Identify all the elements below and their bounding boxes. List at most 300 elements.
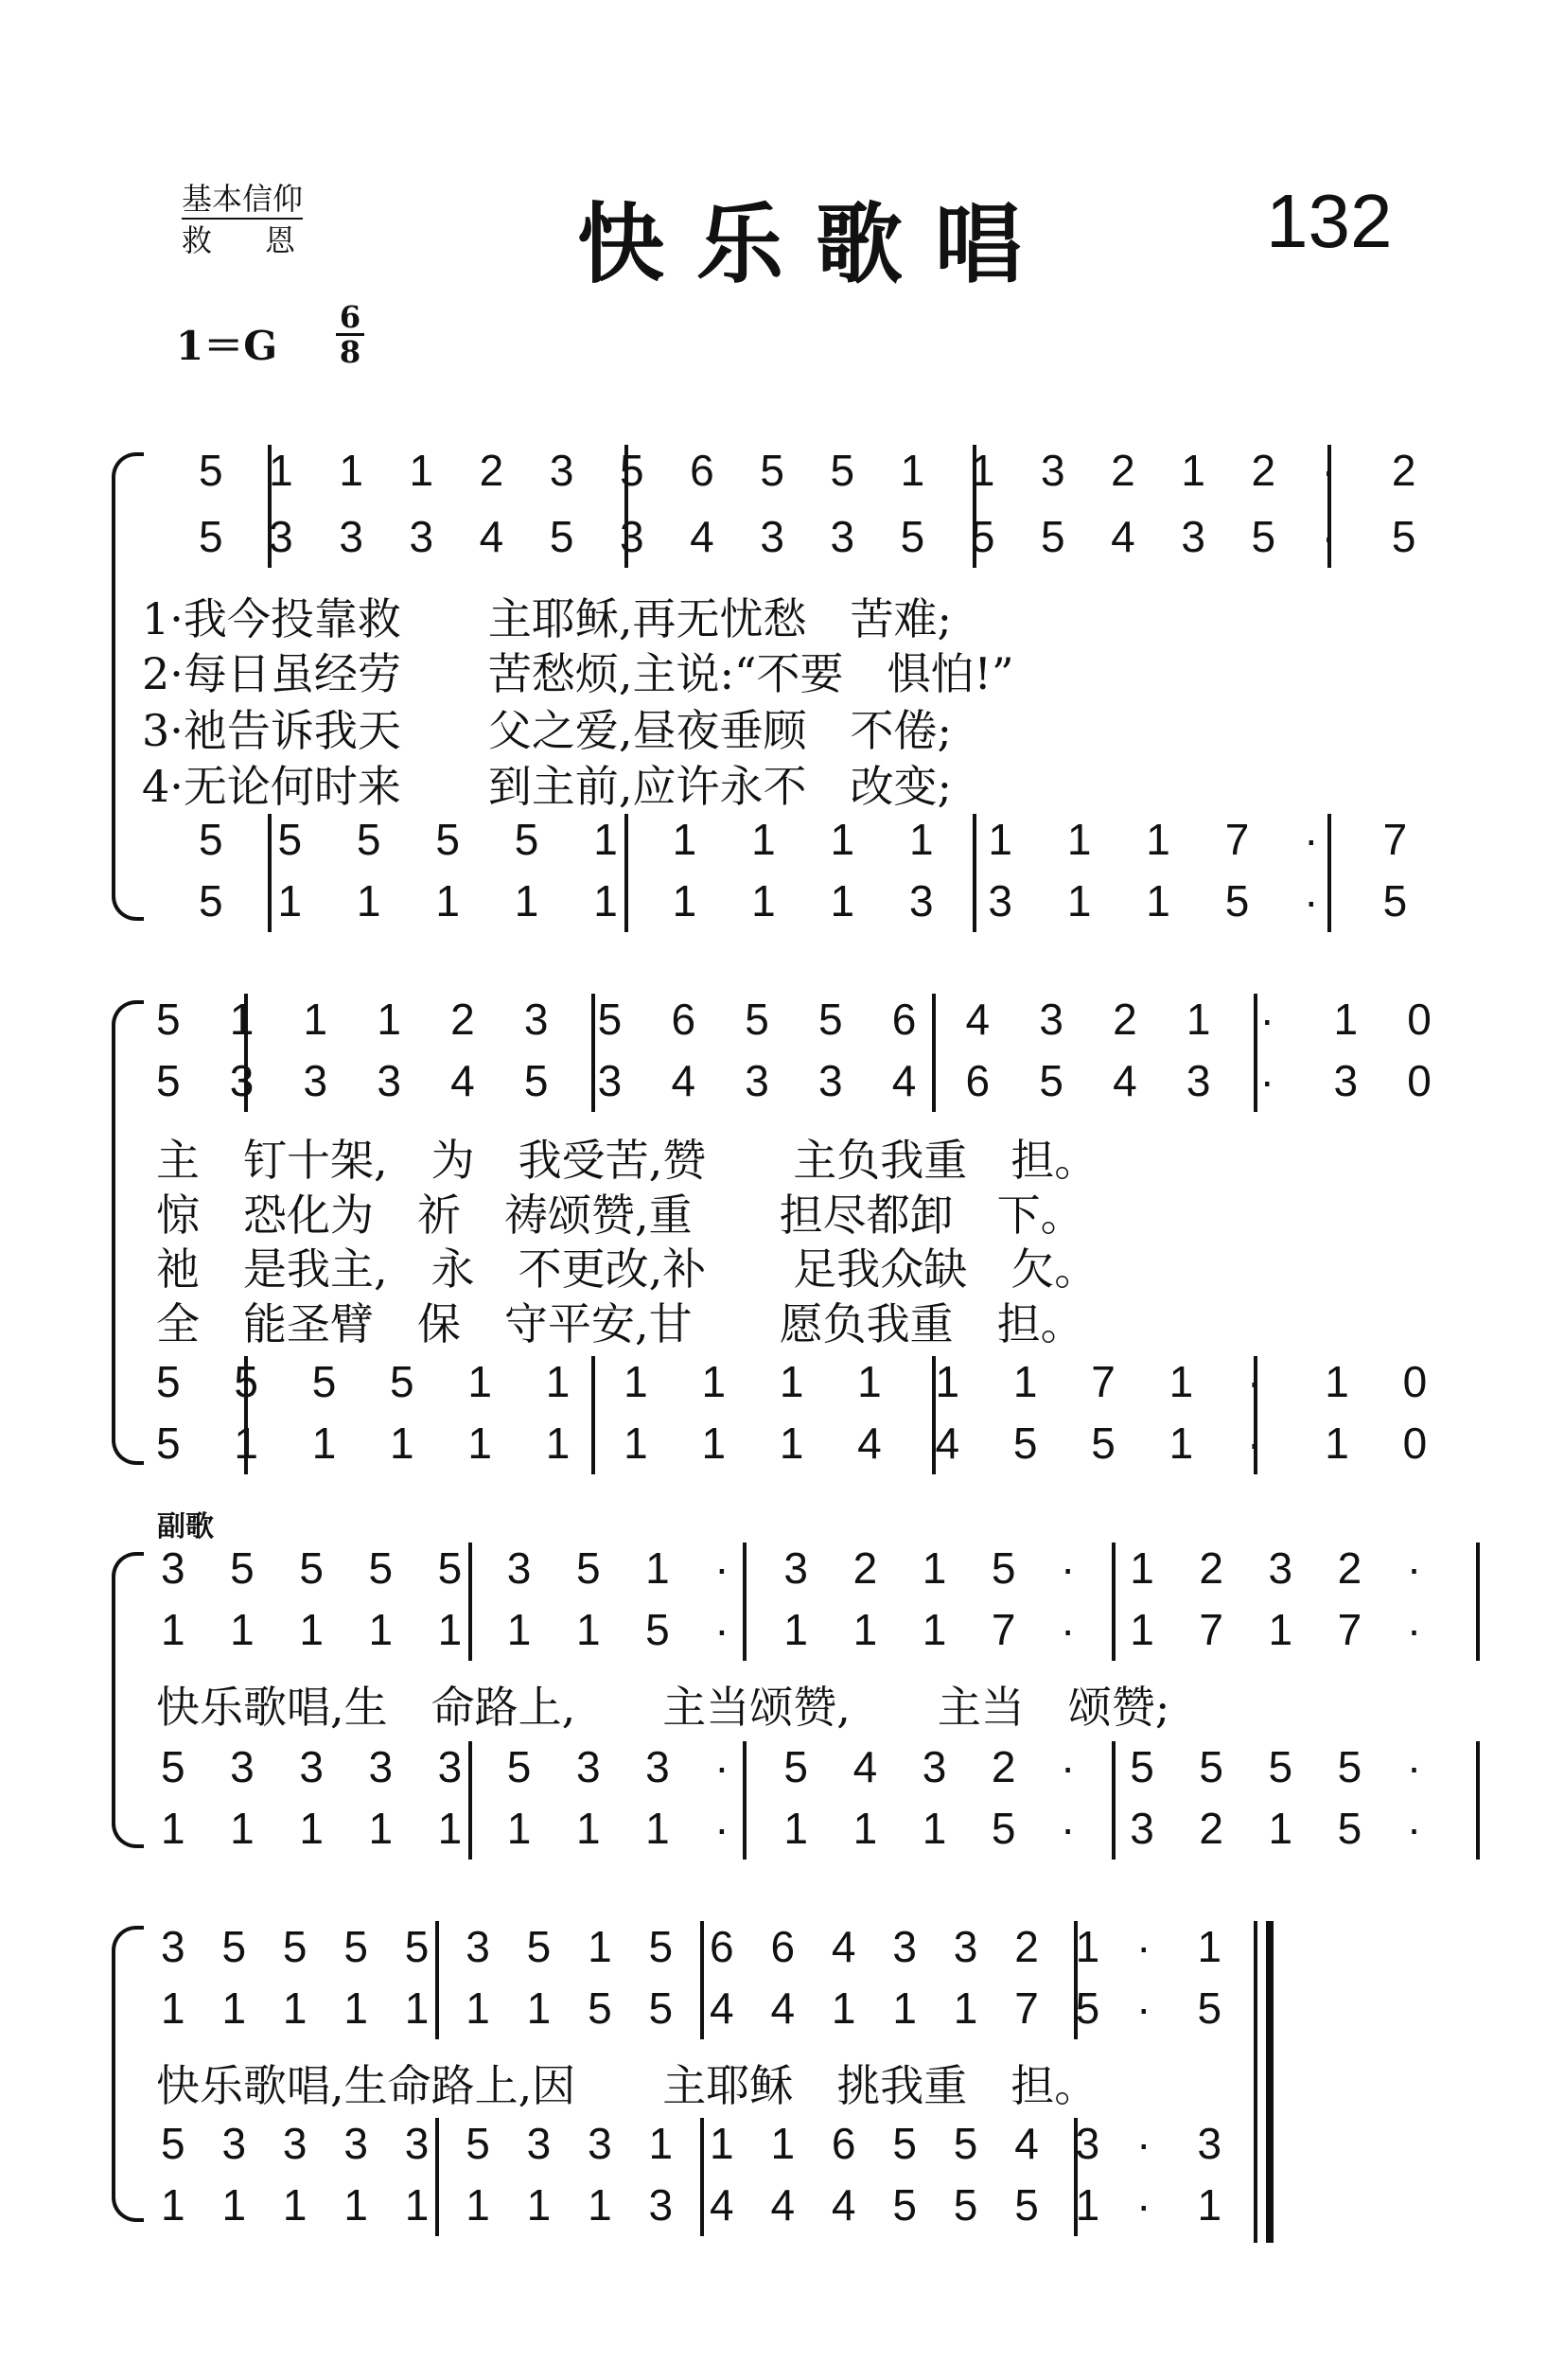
note-alto: 4 [710,1983,734,2033]
note-bass: 4 [857,1419,882,1468]
note-bass: 1 [672,876,697,926]
note-bass: 3 [988,876,1012,926]
note-alto: 3 [229,1056,255,1105]
note-tenor: 5 [161,1742,185,1791]
note-soprano: 5 [620,446,644,495]
note-alto: 4 [770,1983,796,2033]
note-tenor: 5 [783,1742,808,1791]
note-soprano: 6 [891,995,917,1044]
note-soprano: · [714,1543,729,1593]
note-bass: · [1136,2180,1151,2230]
note-soprano: 1 [588,1922,612,1971]
note-bass: 4 [831,2180,856,2230]
note-tenor: · [1061,1742,1076,1791]
note-bass: 1 [922,1804,947,1853]
note-tenor: 1 [751,815,776,864]
note-bass: 1 [161,1804,185,1853]
bar-line [591,994,595,1112]
note-alto: 1 [526,1983,552,2033]
bar-line [468,1741,472,1860]
note-bass: 1 [161,2180,185,2230]
note-soprano: 2 [1337,1543,1362,1593]
note-bass: 3 [1130,1804,1154,1853]
note-bass: 4 [770,2180,796,2230]
note-alto: 5 [588,1983,612,2033]
note-alto: 6 [965,1056,991,1105]
note-tenor: 1 [701,1357,727,1406]
note-bass: 1 [299,1804,324,1853]
note-tenor: 3 [1197,2119,1222,2168]
lyric-line: 惊 恐化为 祈 祷颂赞,重 担尽都卸 下。 [156,1190,1084,1241]
bar-line [1254,2118,1257,2236]
note-alto: 4 [479,512,504,561]
note-tenor: 3 [368,1742,394,1791]
note-bass: 1 [1146,876,1170,926]
note-tenor: · [1246,1357,1262,1406]
note-tenor: · [714,1742,729,1791]
note-alto: 1 [783,1605,808,1654]
bar-line [932,994,936,1112]
note-tenor: 1 [935,1357,960,1406]
note-soprano: 1 [900,446,925,495]
note-bass: 1 [701,1419,727,1468]
note-tenor: 3 [588,2119,612,2168]
note-soprano: 1 [339,446,363,495]
note-bass: 1 [526,2180,552,2230]
note-bass: · [1406,1804,1422,1853]
note-soprano: 5 [818,995,843,1044]
note-tenor: 5 [466,2119,490,2168]
note-tenor: 1 [779,1357,804,1406]
note-tenor: 1 [770,2119,796,2168]
note-bass: 5 [199,876,223,926]
note-alto: · [1259,1056,1274,1105]
note-soprano: 1 [409,446,434,495]
bar-line [268,814,272,932]
note-alto: 3 [1333,1056,1359,1105]
note-alto: 5 [1041,512,1065,561]
note-soprano: 5 [343,1922,368,1971]
note-alto: 5 [1039,1056,1063,1105]
note-soprano: 3 [506,1543,532,1593]
note-tenor: 5 [390,1357,414,1406]
lyric-line: 快乐歌唱,生 命路上, 主当颂赞, 主当 颂赞; [156,1682,1170,1733]
note-tenor: 6 [831,2119,856,2168]
note-bass: 2 [1199,1804,1223,1853]
note-tenor: 4 [1014,2119,1039,2168]
note-soprano: 1 [970,446,995,495]
bar-line [743,1741,747,1860]
bar-line [1327,445,1331,568]
note-alto: 5 [523,1056,549,1105]
note-tenor: 7 [1224,815,1250,864]
bar-line [1254,1356,1257,1474]
note-soprano: 5 [156,995,181,1044]
final-bar-line [1266,1921,1274,2243]
note-soprano: 1 [1181,446,1205,495]
note-bass: 1 [467,1419,492,1468]
note-soprano: 3 [161,1922,185,1971]
note-tenor: 3 [299,1742,324,1791]
note-bass: 1 [1268,1804,1293,1853]
note-soprano: 2 [1014,1922,1039,1971]
note-alto: 1 [368,1605,394,1654]
note-tenor: 1 [1325,1357,1349,1406]
lyric-line: 3·祂告诉我天 父之爱,昼夜垂顾 不倦; [142,705,953,756]
note-tenor: 1 [467,1357,492,1406]
note-bass: 1 [783,1804,808,1853]
note-alto: 5 [1391,512,1416,561]
note-tenor: 2 [991,1742,1016,1791]
note-tenor: 3 [922,1742,947,1791]
note-soprano: 2 [1199,1543,1223,1593]
bar-line [435,2118,439,2236]
note-soprano: 5 [526,1922,552,1971]
note-alto: 1 [831,1983,856,2033]
system-brace [112,1552,144,1848]
bar-line [468,1543,472,1661]
note-tenor: 3 [230,1742,255,1791]
bar-line [700,1921,704,2039]
note-alto: 3 [818,1056,843,1105]
note-tenor: 3 [437,1742,463,1791]
note-tenor: · [1136,2119,1151,2168]
note-bass: · [1061,1804,1076,1853]
note-alto: 1 [161,1983,185,2033]
note-alto: 7 [1337,1605,1362,1654]
note-tenor: · [1406,1742,1422,1791]
bar-line [268,445,272,568]
note-alto: 3 [1181,512,1205,561]
note-soprano: 4 [965,995,991,1044]
note-soprano: 5 [830,446,855,495]
bar-line [624,814,628,932]
lyric-line: 2·每日虽经劳 苦愁烦,主说:“不要 惧怕!” [142,648,1014,699]
note-bass: 1 [282,2180,308,2230]
note-bass: 1 [514,876,539,926]
note-alto: 3 [339,512,363,561]
bar-line [932,1356,936,1474]
note-soprano: 1 [1197,1922,1222,1971]
note-bass: 5 [1091,1419,1116,1468]
note-tenor: 1 [857,1357,882,1406]
note-soprano: 5 [991,1543,1016,1593]
note-soprano: 5 [230,1543,255,1593]
bar-line [1476,1543,1480,1661]
note-alto: 7 [991,1605,1016,1654]
note-soprano: 2 [479,446,504,495]
note-soprano: 2 [1251,446,1276,495]
bar-line [1112,1543,1116,1661]
note-alto: 3 [620,512,644,561]
lyric-line: 全 能圣臂 保 守平安,甘 愿负我重 担。 [156,1298,1084,1349]
note-soprano: · [1406,1543,1422,1593]
note-bass: 1 [1325,1419,1349,1468]
note-bass: · [1304,876,1319,926]
note-alto: 3 [745,1056,769,1105]
note-alto: 5 [156,1056,181,1105]
note-alto: 1 [575,1605,601,1654]
note-alto: 1 [1268,1605,1293,1654]
note-bass: 1 [343,2180,368,2230]
note-tenor: 1 [624,1357,648,1406]
bar-line [591,1356,595,1474]
note-tenor: 1 [1066,815,1092,864]
note-bass: 1 [221,2180,247,2230]
bar-line [743,1543,747,1661]
note-tenor: 5 [1268,1742,1293,1791]
note-tenor: 3 [282,2119,308,2168]
note-soprano: 5 [404,1922,430,1971]
note-bass: 5 [953,2180,978,2230]
note-tenor: 3 [221,2119,247,2168]
note-alto: 1 [299,1605,324,1654]
note-tenor: 3 [1075,2119,1100,2168]
note-bass: 0 [1402,1419,1428,1468]
note-soprano: 3 [549,446,574,495]
note-alto: 5 [645,1605,670,1654]
note-soprano: 2 [1113,995,1137,1044]
note-soprano: 4 [831,1922,856,1971]
bar-line [1327,814,1331,932]
note-tenor: 5 [234,1357,258,1406]
note-alto: · [1136,1983,1151,2033]
note-alto: 5 [1251,512,1276,561]
note-soprano: 1 [377,995,401,1044]
note-soprano: 3 [783,1543,808,1593]
note-bass: 5 [1382,876,1408,926]
note-bass: 5 [892,2180,917,2230]
bar-line [244,1356,248,1474]
note-alto: 1 [437,1605,463,1654]
note-bass: 1 [435,876,460,926]
note-tenor: 5 [514,815,539,864]
note-bass: 1 [1197,2180,1222,2230]
note-bass: 1 [1169,1419,1194,1468]
note-soprano: 5 [597,995,623,1044]
note-alto: 1 [404,1983,430,2033]
note-soprano: 6 [690,446,714,495]
time-signature-bottom: 8 [339,334,361,370]
note-bass: 1 [1066,876,1092,926]
note-soprano: · [1136,1922,1151,1971]
note-alto: 1 [506,1605,532,1654]
note-bass: 1 [1075,2180,1100,2230]
note-soprano: 3 [1268,1543,1293,1593]
note-tenor: 7 [1382,815,1408,864]
note-alto: 5 [549,512,574,561]
note-alto: 1 [343,1983,368,2033]
note-alto: 3 [597,1056,623,1105]
bar-line [700,2118,704,2236]
note-bass: 1 [234,1419,258,1468]
note-bass: 1 [593,876,618,926]
note-alto: 1 [1130,1605,1154,1654]
note-tenor: 5 [1199,1742,1223,1791]
note-alto: 4 [891,1056,917,1105]
lyric-line: 快乐歌唱,生命路上,因 主耶稣 挑我重 担。 [156,2060,1098,2111]
note-soprano: · [1061,1543,1076,1593]
note-bass: 5 [156,1419,181,1468]
note-soprano: 6 [710,1922,734,1971]
bar-line [973,814,976,932]
note-alto: 1 [922,1605,947,1654]
note-alto: 3 [269,512,293,561]
note-bass: 1 [311,1419,337,1468]
note-tenor: · [1304,815,1319,864]
note-bass: 5 [991,1804,1016,1853]
note-soprano: 5 [648,1922,674,1971]
time-signature [336,301,364,368]
bar-line [1254,994,1257,1112]
note-bass: 1 [466,2180,490,2230]
note-bass: 1 [645,1804,670,1853]
note-bass: 1 [830,876,855,926]
note-bass: · [714,1804,729,1853]
note-tenor: 4 [852,1742,878,1791]
note-alto: 5 [1197,1983,1222,2033]
bar-line [1074,2118,1078,2236]
note-soprano: 2 [450,995,475,1044]
note-alto: · [714,1605,729,1654]
note-soprano: 3 [1039,995,1063,1044]
note-alto: 1 [230,1605,255,1654]
note-tenor: 1 [648,2119,674,2168]
note-alto: 3 [377,1056,401,1105]
note-bass: 1 [588,2180,612,2230]
lyric-line: 主 钉十架, 为 我受苦,赞 主负我重 担。 [156,1135,1098,1186]
note-tenor: 5 [1337,1742,1362,1791]
note-alto: 4 [450,1056,475,1105]
note-tenor: 1 [1169,1357,1194,1406]
note-soprano: · [1321,446,1336,495]
chorus-label: 副歌 [157,1510,214,1543]
bar-line [1074,1921,1078,2039]
note-bass: 5 [1337,1804,1362,1853]
note-bass: 3 [908,876,934,926]
note-tenor: 1 [1012,1357,1038,1406]
note-alto: · [1321,512,1336,561]
note-soprano: 3 [953,1922,978,1971]
note-bass: 3 [648,2180,674,2230]
note-alto: 1 [852,1605,878,1654]
note-alto: · [1061,1605,1076,1654]
note-alto: 4 [1113,1056,1137,1105]
note-soprano: 0 [1407,995,1432,1044]
note-alto: 3 [760,512,784,561]
note-soprano: 3 [466,1922,490,1971]
note-tenor: 1 [672,815,697,864]
note-tenor: 5 [156,1357,181,1406]
note-alto: 3 [303,1056,328,1105]
note-tenor: 3 [404,2119,430,2168]
note-tenor: 1 [908,815,934,864]
note-alto: 7 [1014,1983,1039,2033]
note-bass: 1 [404,2180,430,2230]
note-tenor: 5 [435,815,460,864]
system-brace [112,452,144,921]
note-tenor: 1 [710,2119,734,2168]
note-alto: 1 [221,1983,247,2033]
note-soprano: 6 [770,1922,796,1971]
key-signature: 1＝G [176,323,278,369]
note-soprano: 6 [671,995,696,1044]
note-soprano: 3 [892,1922,917,1971]
subcategory-label: 救恩 [182,222,349,258]
note-soprano: · [1259,995,1274,1044]
note-tenor: 3 [526,2119,552,2168]
note-soprano: 5 [282,1922,308,1971]
note-bass: 1 [506,1804,532,1853]
note-tenor: 5 [356,815,381,864]
note-bass: 4 [710,2180,734,2230]
note-soprano: 5 [199,446,223,495]
note-soprano: 2 [1111,446,1135,495]
note-soprano: 1 [1333,995,1359,1044]
note-tenor: 1 [545,1357,571,1406]
note-bass: 1 [277,876,303,926]
note-alto: 1 [466,1983,490,2033]
note-alto: 1 [892,1983,917,2033]
note-bass: 4 [935,1419,960,1468]
note-tenor: 3 [645,1742,670,1791]
note-soprano: 1 [303,995,328,1044]
note-alto: 4 [690,512,714,561]
note-tenor: 5 [953,2119,978,2168]
note-alto: 4 [1111,512,1135,561]
note-bass: · [1246,1419,1262,1468]
note-soprano: 5 [575,1543,601,1593]
note-bass: 5 [1014,2180,1039,2230]
note-soprano: 5 [745,995,769,1044]
note-soprano: 1 [922,1543,947,1593]
note-alto: 3 [409,512,434,561]
note-bass: 1 [751,876,776,926]
note-bass: 1 [390,1419,414,1468]
note-tenor: 5 [1130,1742,1154,1791]
bar-line [1476,1741,1480,1860]
bar-line [1112,1741,1116,1860]
lyric-line: 4·无论何时来 到主前,应许永不 改变; [142,761,953,812]
note-soprano: 3 [523,995,549,1044]
note-tenor: 1 [988,815,1012,864]
time-signature-top: 6 [336,301,364,336]
note-alto: 5 [648,1983,674,2033]
note-tenor: 5 [892,2119,917,2168]
bar-line [624,445,628,568]
bar-line [973,445,976,568]
note-tenor: 5 [161,2119,185,2168]
note-soprano: 5 [221,1922,247,1971]
lyric-line: 祂 是我主, 永 不更改,补 足我众缺 欠。 [156,1243,1098,1295]
note-soprano: 5 [299,1543,324,1593]
note-alto: 5 [900,512,925,561]
hymn-title: 快乐歌唱 [577,193,1055,295]
note-tenor: 5 [277,815,303,864]
note-bass: 5 [1012,1419,1038,1468]
note-alto: 3 [1186,1056,1211,1105]
lyric-line: 1·我今投靠救 主耶稣,再无忧愁 苦难; [142,593,953,644]
note-soprano: 2 [1391,446,1416,495]
note-alto: 5 [970,512,995,561]
note-bass: 1 [368,1804,394,1853]
note-tenor: 3 [343,2119,368,2168]
system-brace [112,1926,144,2222]
note-tenor: 5 [311,1357,337,1406]
note-alto: 1 [282,1983,308,2033]
note-tenor: 5 [199,815,223,864]
note-bass: 1 [437,1804,463,1853]
